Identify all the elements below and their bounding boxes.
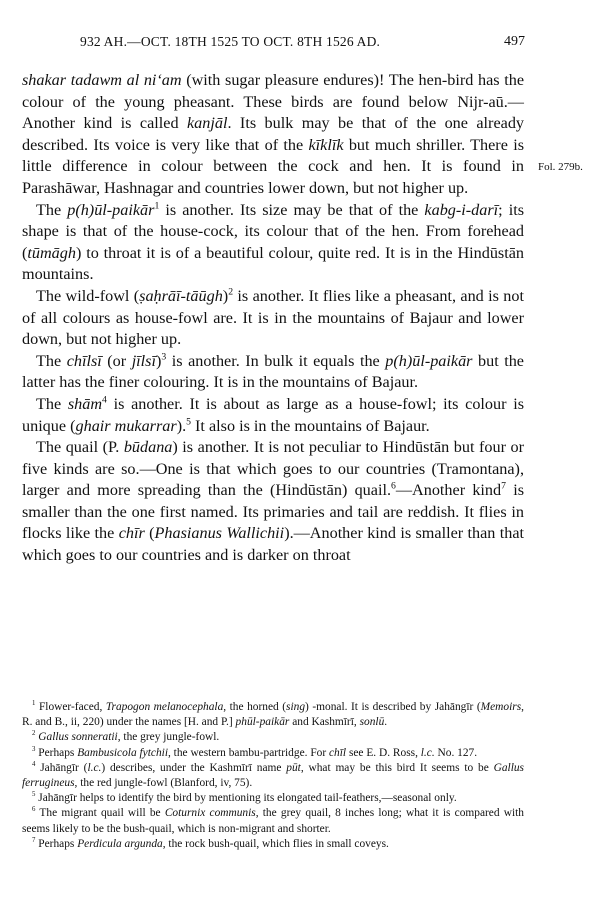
italic-text: shakar tadawm al ni‘am xyxy=(22,71,182,89)
footnote-marker: 1 xyxy=(154,200,160,212)
text-run: ( xyxy=(144,524,155,543)
text-run: . Its bulk may be that of the one already described. Its voice is very like that of the xyxy=(22,114,525,154)
italic-text: l.c. xyxy=(87,761,102,774)
text-run: (with sugar pleasure endures)! The hen-bird has the colour of the young pheasant. These birds are found below Nijr-aū.—Another kind is called xyxy=(22,71,524,133)
text-run: The quail (P. xyxy=(36,438,124,457)
footnote-marker: 7 xyxy=(32,837,36,845)
text-run: (or xyxy=(101,351,132,370)
text-run: . xyxy=(384,716,388,729)
text-run: is another. It flies like a pheasant, and is not of all colours as house-fowl are. It is in the mountains of Bajaur and lower down, but not higher up. xyxy=(22,286,524,349)
footnote xyxy=(22,746,524,761)
text-run: ) to throat it is of a beautiful colour, quite red. It is in the Hindūstān mountains. xyxy=(22,243,524,284)
italic-text: pūt xyxy=(286,761,301,774)
italic-text: chīlsī xyxy=(66,351,102,370)
footnotes xyxy=(22,700,524,852)
paragraph xyxy=(22,70,524,200)
text-run: —Another kind xyxy=(395,481,502,500)
paragraph xyxy=(22,437,524,567)
text-run: ).—Another kind is smaller than that which goes to our countries and is darker on throat xyxy=(22,524,525,565)
page-header xyxy=(80,34,525,58)
footnote-marker: 4 xyxy=(102,394,107,406)
footnote-marker: 1 xyxy=(32,700,36,708)
italic-text: kanjāl xyxy=(186,114,228,133)
paragraph xyxy=(22,394,524,437)
footnote-marker: 3 xyxy=(32,745,36,753)
text-run: but the latter has the finer colouring. It is in the mountains of Bajaur. xyxy=(22,351,524,392)
text-run: ) xyxy=(155,351,162,370)
footnote-marker: 6 xyxy=(32,806,36,814)
text-run: The migrant quail will be xyxy=(35,807,165,820)
text-run: ) describes, under the Kashmīrī name xyxy=(101,761,287,774)
text-run: The xyxy=(36,394,68,413)
italic-text: jīlsī xyxy=(131,351,156,370)
italic-text: phūl-paikār xyxy=(235,716,290,729)
footnote xyxy=(22,837,524,852)
text-run: is smaller than the one first named. Its primaries and tail are reddish. It flies in flocks like the xyxy=(22,481,524,543)
text-run: is another. It is about as large as a house-fowl; its colour is unique ( xyxy=(22,394,524,435)
text-run: , the horned ( xyxy=(223,701,287,713)
text-run: ; its shape is that of the house-cock, its colour that of the hen. From forehead ( xyxy=(22,200,525,262)
footnote-marker: 2 xyxy=(228,286,234,298)
italic-text: Trapogon melanocephala xyxy=(105,701,224,713)
text-run: , the grey quail, 8 inches long; what it is compared with seems likely to be the bush-quail, which is non-migrant and shorter. xyxy=(22,807,525,835)
italic-text: tūmāgh xyxy=(27,243,76,262)
italic-text: būdana xyxy=(123,438,173,457)
italic-text: Memoirs xyxy=(480,701,522,713)
italic-text: sing xyxy=(286,701,306,713)
text-run: , R. and B., ii, 220) under the names [H. and P.] xyxy=(22,701,524,729)
footnote-marker: 5 xyxy=(186,416,191,428)
text-run: ) xyxy=(222,286,229,305)
footnote xyxy=(22,700,524,730)
footnote-marker: 2 xyxy=(32,730,36,738)
text-run: Jahāngīr ( xyxy=(35,761,88,774)
footnote-marker: 4 xyxy=(32,761,36,769)
text-run: Perhaps xyxy=(35,746,78,759)
text-run: No. 127. xyxy=(434,746,478,759)
text-run: ) -monal. It is described by Jahāngīr ( xyxy=(305,701,481,713)
footnote-marker: 7 xyxy=(501,480,506,492)
italic-text: Coturnix communis xyxy=(164,807,256,820)
italic-text: p(h)ūl-paikār xyxy=(67,200,155,219)
italic-text: Phasianus Wallichii xyxy=(154,524,285,543)
text-run: The xyxy=(36,200,68,219)
text-run: The xyxy=(36,351,67,370)
footnote-marker: 3 xyxy=(161,351,167,363)
italic-text: ghair mukarrar xyxy=(75,416,177,435)
footnote xyxy=(22,791,524,806)
italic-text: kīklīk xyxy=(308,135,344,154)
footnote xyxy=(22,761,524,791)
text-run: The wild-fowl ( xyxy=(36,286,140,305)
running-title: 932 AH.—OCT. 18TH 1525 TO OCT. 8TH 1526 AD. xyxy=(80,34,381,49)
text-run: Jahāngīr helps to identify the bird by mentioning its elongated tail-feathers,—seasonal only. xyxy=(35,792,457,805)
footnote xyxy=(22,806,524,836)
text-run: is another. In bulk it equals the xyxy=(166,351,386,370)
italic-text: Perdicula argunda xyxy=(77,837,163,850)
text-run: see E. D. Ross, xyxy=(346,746,421,759)
italic-text: Gallus sonneratii xyxy=(38,731,118,744)
text-run: ) is another. It is not peculiar to Hindūstān but four or five kinds are so.—One is that which goes to our countries (Tramontana), larger and more spreading than the (Hindūstān) quail. xyxy=(22,438,524,500)
text-run: , the red jungle-fowl (Blanford, iv, 75). xyxy=(74,777,253,790)
italic-text: kabg-i-darī xyxy=(424,200,499,219)
italic-text: shām xyxy=(67,394,103,413)
page-number: 497 xyxy=(504,34,525,49)
text-run: is another. Its size may be that of the xyxy=(159,200,425,219)
text-run: It also is in the mountains of Bajaur. xyxy=(190,416,430,435)
italic-text: chīr xyxy=(118,524,145,543)
italic-text: l.c. xyxy=(420,746,435,759)
text-run: but much shriller. There is little difference in colour between the cock and hen. It is found in Parashāwar, Hashnagar and countries lower down, but not higher up. xyxy=(22,135,524,197)
footnote-marker: 5 xyxy=(32,791,36,799)
text-run: Perhaps xyxy=(35,837,78,850)
text-run: , the rock bush-quail, which flies in small coveys. xyxy=(162,837,389,850)
italic-text: ṣaḥrāī-tāūgh xyxy=(139,286,223,305)
text-run: , the grey jungle-fowl. xyxy=(117,731,220,744)
italic-text: sonlū xyxy=(359,716,385,729)
italic-text: Gallus ferrugineus xyxy=(22,761,524,790)
text-run: , the western bambu-partridge. For xyxy=(167,746,329,759)
text-run: and Kashmīrī, xyxy=(289,716,360,729)
footnote xyxy=(22,730,524,745)
paragraph xyxy=(22,200,524,286)
folio-margin-note: Fol. 279b. xyxy=(538,161,583,173)
italic-text: chīl xyxy=(329,746,347,759)
text-run: Flower-faced, xyxy=(35,701,106,713)
paragraph xyxy=(22,286,524,351)
italic-text: p(h)ūl-paikār xyxy=(385,351,473,370)
body-text xyxy=(22,70,524,567)
paragraph xyxy=(22,351,524,394)
text-run: ). xyxy=(176,416,187,435)
italic-text: Bambusicola fytchii xyxy=(77,746,168,759)
footnote-marker: 6 xyxy=(391,480,396,492)
text-run: , what may be this bird It seems to be xyxy=(300,761,494,774)
